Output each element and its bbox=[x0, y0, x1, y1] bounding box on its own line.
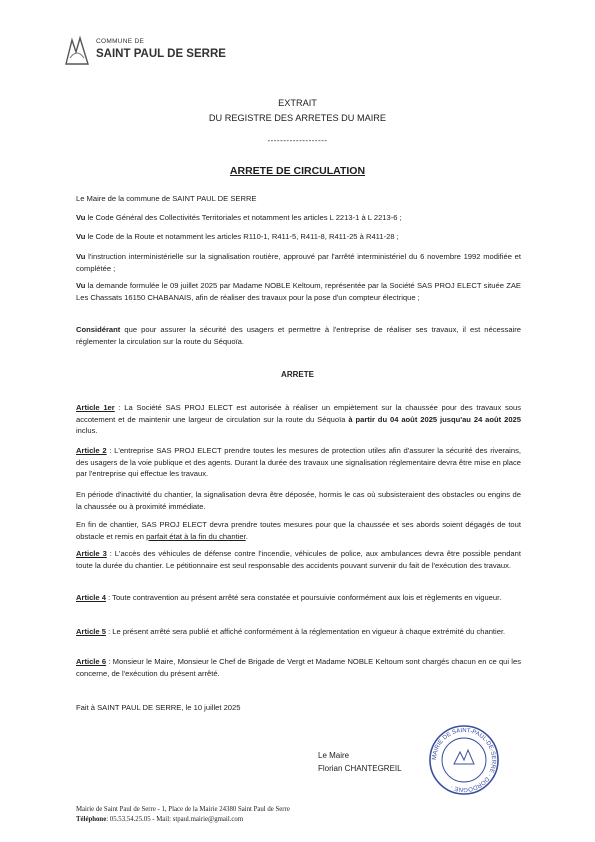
article-text: En fin de chantier, SAS PROJ ELECT devra prendre toutes mesures pour que la chaussée et ses abords soient dégagés de tout obstacle et remis en bbox=[76, 520, 521, 541]
signature-name: Florian CHANTEGREIL bbox=[318, 764, 402, 773]
article-6 bbox=[76, 656, 521, 679]
commune-emblem-icon bbox=[62, 34, 92, 66]
article-label: Article 5 bbox=[76, 627, 106, 636]
article-5 bbox=[76, 626, 521, 638]
article-label: Article 6 bbox=[76, 657, 107, 666]
vu-text: le Code Général des Collectivités Territoriales et notamment les articles L 2213-1 à L 2213-6 ; bbox=[85, 213, 402, 222]
vu-label: Vu bbox=[76, 213, 86, 222]
article-3 bbox=[76, 548, 521, 571]
footer-phone-label: Téléphone bbox=[76, 816, 107, 823]
article-2-fin-chantier bbox=[76, 519, 521, 542]
preamble-maire: Le Maire de la commune de SAINT PAUL DE SERRE bbox=[76, 194, 257, 203]
arrete-heading: ARRETE bbox=[281, 370, 314, 379]
preamble-vu-code-route bbox=[76, 231, 521, 243]
header-extrait: EXTRAIT bbox=[278, 98, 317, 108]
article-2-inactivite: En période d'inactivité du chantier, la signalisation devra être déposée, hormis le cas où subsisteraient des obstacles ou engins de la chaussée ou à proximité immédiate. bbox=[76, 490, 521, 511]
stamp-text: MAIRIE DE SAINT-PAUL-DE-SERRE · DORDOGNE · bbox=[431, 727, 497, 793]
article-dates: à partir du 04 août 2025 jusqu'au 24 août 2025 bbox=[348, 414, 522, 424]
preamble-vu-demande bbox=[76, 280, 521, 303]
article-text: : L'accès des véhicules de défense contre l'incendie, véhicules de police, aux ambulances devra être possible pendant toute la durée du chantier. Le pétitionnaire est seul responsable des accidents pouvant survenir du fait de l'exécution des travaux. bbox=[76, 549, 521, 570]
article-text: : Toute contravention au présent arrêté sera constatée et poursuivie conformément aux lois et règlements en vigueur. bbox=[105, 593, 502, 602]
signature-role: Le Maire bbox=[318, 751, 350, 760]
vu-text: le Code de la Route et notamment les articles R110-1, R411-5, R411-8, R411-25 à R411-28 ; bbox=[85, 232, 399, 241]
article-4 bbox=[76, 592, 521, 604]
article-label: Article 4 bbox=[76, 593, 106, 602]
article-1 bbox=[76, 402, 521, 437]
article-2 bbox=[76, 445, 521, 480]
article-underlined: parfait état à la fin du chantier bbox=[146, 531, 246, 541]
considerant-text: que pour assurer la sécurité des usagers et permettre à l'entreprise de réaliser ses travaux, il est nécessaire réglementer la circulation sur la route du Séquoïa. bbox=[76, 325, 521, 346]
article-text: : La Société SAS PROJ ELECT est autorisée à réaliser un empiètement sur la chaussée pour des travaux sous accotement et de maintenir une largeur de circulation sur la route du Séquoïa bbox=[76, 403, 521, 424]
vu-label: Vu bbox=[76, 281, 86, 290]
logo-title: SAINT PAUL DE SERRE bbox=[96, 48, 226, 60]
header-separator: ------------------- bbox=[267, 136, 328, 145]
vu-text: l'instruction interministérielle sur la signalisation routière, approuvé par l'arrêté interministériel du 6 novembre 1992 modifiée et complétée ; bbox=[76, 252, 521, 273]
article-text: : Monsieur le Maire, Monsieur le Chef de Brigade de Vergt et Madame NOBLE Keltoum sont chargés chacun en ce qui les concerne, de l'exécution du présent arrêté. bbox=[76, 657, 522, 678]
vu-text: la demande formulée le 09 juillet 2025 par Madame NOBLE Keltoum, représentée par la Société SAS PROJ ELECT située ZAE Les Chassats 16150 CHABANAIS, afin de réaliser des travaux pour la pose d'un compteur électrique ; bbox=[76, 281, 521, 302]
article-text-end: inclus. bbox=[76, 426, 98, 435]
logo-subtitle: COMMUNE DE bbox=[96, 38, 145, 45]
considerant-label: Considérant bbox=[76, 325, 121, 334]
article-label: Article 3 bbox=[76, 549, 107, 558]
document-title: ARRETE DE CIRCULATION bbox=[229, 165, 366, 177]
mairie-stamp-icon bbox=[428, 724, 500, 796]
vu-label: Vu bbox=[76, 232, 86, 241]
footer-contact bbox=[76, 816, 243, 823]
preamble-considerant bbox=[76, 324, 521, 347]
preamble-vu-instruction bbox=[76, 251, 521, 274]
article-label: Article 2 bbox=[76, 446, 107, 455]
header-registre: DU REGISTRE DES ARRETES DU MAIRE bbox=[208, 113, 387, 123]
article-text: : L'entreprise SAS PROJ ELECT prendre toutes les mesures de protection utiles afin d'assurer la sécurité des riverains, des usagers de la voie publique et des agents. Durant la durée des travaux une signalisation réglementaire devra être mise en place par l'entreprise qui effectue les travaux. bbox=[76, 446, 522, 478]
preamble-vu-cgct bbox=[76, 212, 521, 224]
footer-address: Mairie de Saint Paul de Serre - 1, Place de la Mairie 24380 Saint Paul de Serre bbox=[76, 806, 290, 813]
article-text: : Le présent arrêté sera publié et affiché conformément à la réglementation en vigueur à chaque extrémité du chantier. bbox=[105, 627, 506, 636]
vu-label: Vu bbox=[76, 252, 86, 261]
article-label: Article 1er bbox=[76, 403, 115, 412]
footer-contact-text: : 05.53.54.25.05 - Mail: stpaul.mairie@gmail.com bbox=[106, 816, 244, 823]
fait-a: Fait à SAINT PAUL DE SERRE, le 10 juillet 2025 bbox=[76, 703, 241, 712]
article-text-end: . bbox=[245, 531, 248, 541]
commune-logo bbox=[62, 32, 262, 72]
